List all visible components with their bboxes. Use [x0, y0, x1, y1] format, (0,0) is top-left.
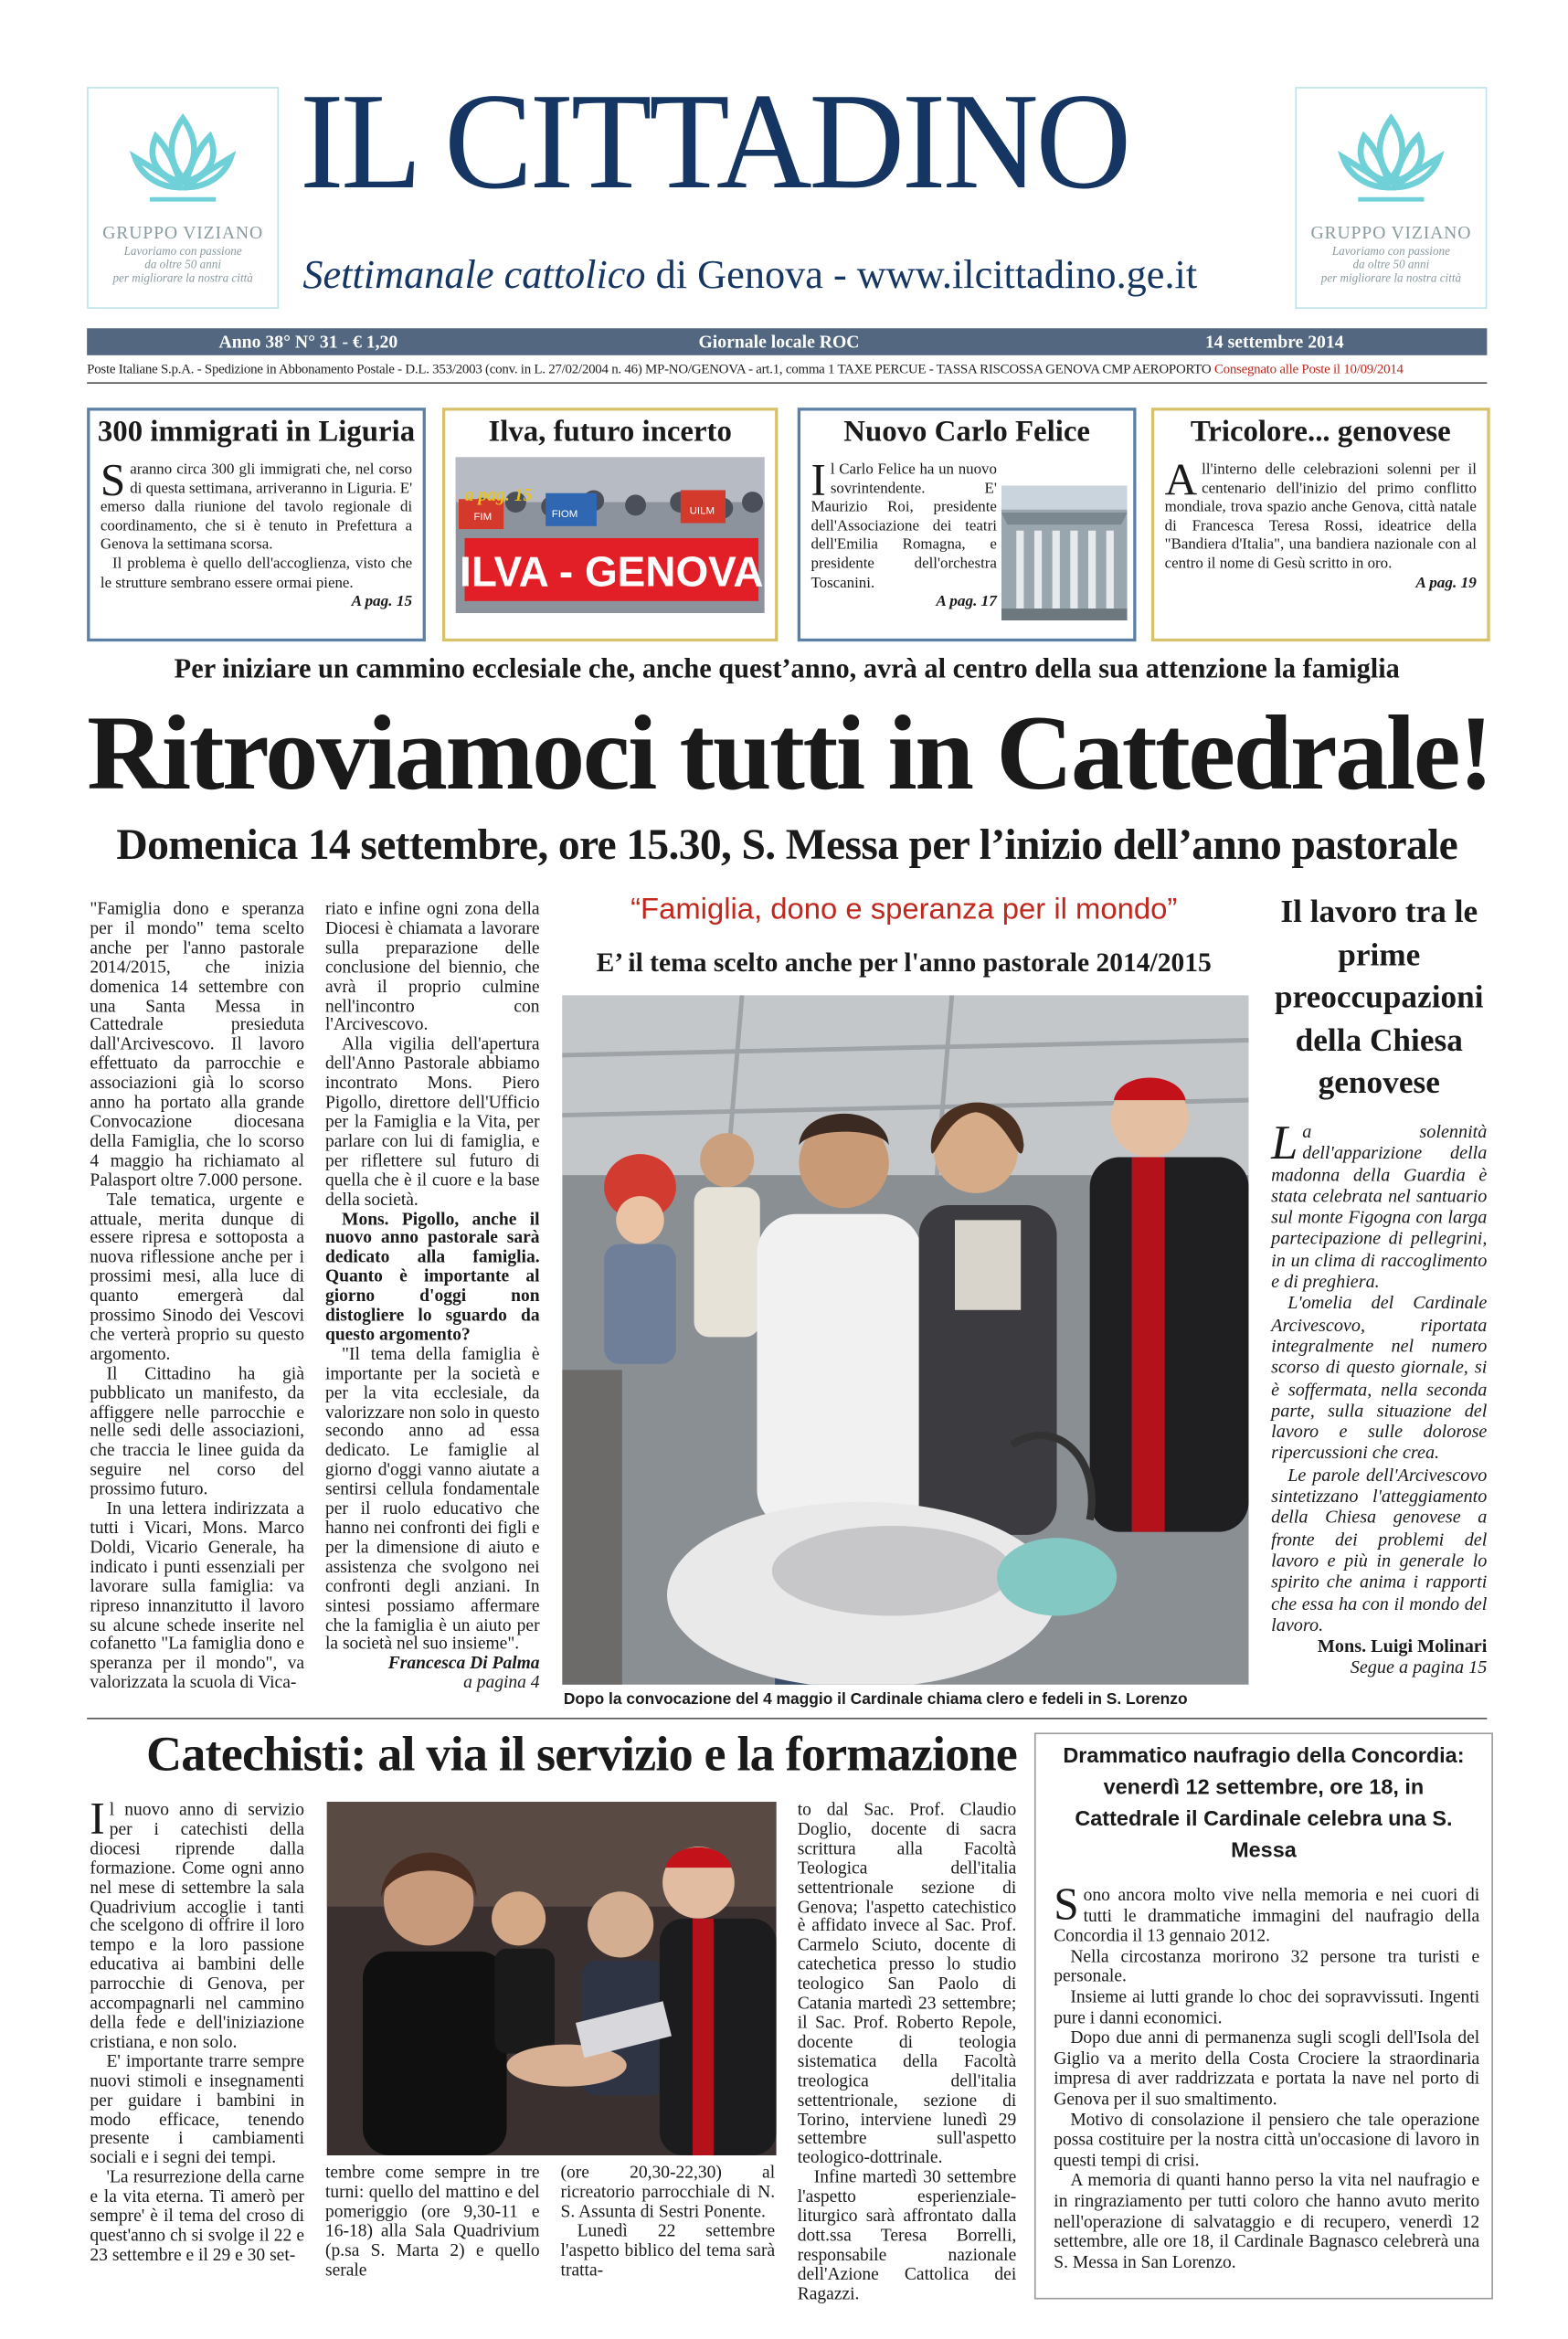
- paragraph: 'La resurrezione della carne e la vita eterna. Ti amerò per sempre' è il tema del croso di quest'anno ch si svolge il 22 e 23 settembre e il 29 e 30 set-: [90, 2165, 305, 2265]
- teaser-tricolore[interactable]: [1151, 407, 1490, 641]
- teaser-title: 300 immigrati in Liguria: [97, 415, 416, 449]
- paragraph: [90, 1794, 305, 2052]
- paragraph: Alla vigilia dell'apertura dell'Anno Pastorale abbiamo incontrato Mons. Piero Pigollo, direttore dell'Ufficio per la Famiglia e la Vita, per parlare con lui di famiglia, e per riflettere sul futuro di quella che è il cuore e la base della società.: [324, 1032, 540, 1210]
- continue-link[interactable]: a pagina 4: [463, 1671, 540, 1693]
- paragraph: [1054, 1879, 1480, 1947]
- issue-date: 14 settembre 2014: [1204, 331, 1344, 353]
- catechisti-headline: Catechisti: al via il servizio e la formazione: [146, 1728, 1018, 1783]
- paragraph: In una lettera indirizzata a tutti i Vicari, Mons. Marco Doldi, Vicario Generale, ha indicato i punti essenziali per lavorare sulla famiglia: va ripreso innanzitutto il lavoro su alcune schede inserite nel cofanetto "La famiglia dono e speranza per il mondo", va valorizzata la scuola di Vica-: [90, 1498, 305, 1693]
- teaser-text: l Carlo Felice ha un nuovo sovrintendente. E' Maurizio Roi, presidente dell'Associazione dei teatri dell'Emilia Romagna, e presidente dell'orchestra Toscanini.: [810, 461, 997, 592]
- theatre-photo: [1001, 486, 1128, 621]
- drop-cap: I: [90, 1794, 105, 1844]
- drop-cap: L: [1271, 1115, 1298, 1170]
- paragraph: Tale tematica, urgente e attuale, merita dunque di essere ripresa e sottoposta a nuova riflessione anche per i prossimi mesi, alla luce di quanto emergerà dal prossimo Sinodo dei Vescovi che verterà proprio su questo argomento.: [90, 1188, 305, 1364]
- paragraph: to dal Sac. Prof. Claudio Doglio, docente di sacra scrittura alla Facoltà Teologica dell'italia settentrionale sezione di Genova; l'aspetto catechistico è affidato invece al Sac. Prof. Carmelo Sciuto, docente di catechetica presso lo studio teologico San Paolo di Catania martedì 23 settembre; il Sac. Prof. Roberto Repole, docente di teologia sistematica della Facoltà treologica dell'italia settentrionale, sezione di Torino, interviene lunedì 29 settembre sull'aspetto teologico-dottrinale.: [797, 1798, 1017, 2168]
- paragraph: Dopo due anni di permanenza sugli scogli dell'Isola del Giglio va a merito della Costa Crociere la straordinaria impresa di aver raddrizzata e portata la nave nel porto di Genova per il suo smaltimento.: [1054, 2027, 1480, 2110]
- concordia-headline: Drammatico naufragio della Concordia: venerdì 12 settembre, ore 18, in Cattedrale il Cardinale celebra una S. Messa: [1063, 1744, 1465, 1864]
- flag-uilm: UILM: [689, 505, 715, 517]
- theatre-building-illustration: [1001, 486, 1128, 621]
- drop-cap: I: [810, 455, 826, 505]
- continue-link[interactable]: Segue a pagina 15: [1350, 1656, 1488, 1678]
- teaser-text-2: Il problema è quello dell'accoglienza, visto che le strutture sembrano essere ormai piene.: [100, 556, 413, 592]
- catechisti-col3-lower: [561, 2163, 776, 2279]
- catechisti-col1: [90, 1794, 305, 2265]
- teaser-title: Tricolore... genovese: [1190, 415, 1451, 449]
- paragraph: Lunedì 22 settembre l'aspetto biblico del tema sarà tratta-: [560, 2219, 776, 2280]
- paragraph: Infine martedì 30 settembre l'aspetto esperienziale-liturgico sarà affrontato dalla dott.ssa Teresa Borrelli, responsabile nazionale dell'Azione Cattolica dei Ragazzi.: [797, 2165, 1017, 2303]
- paragraph: E' importante trarre sempre nuovi stimoli e insegnamenti per guidare i bambini in modo efficace, tenendo presente i cambiamenti sociali e i segni dei tempi.: [90, 2049, 305, 2168]
- sponsor-tagline-3: per migliorare la nostra città: [1320, 270, 1462, 285]
- main-family-photo: [562, 995, 1248, 1685]
- teaser-carlo-felice[interactable]: [798, 407, 1137, 641]
- paragraph-text: l nuovo anno di servizio per i catechisti della diocesi riprende dalla formazione. Come ogni anno nel mese di settembre la sala Quadrivium accoglie i tanti che scelgono di offrire il loro tempo e la loro passione educativa ai bambini delle parrocchie di Genova, per accompagnarli nel cammino della fede e dell'iniziazione cristiana, e non solo.: [90, 1798, 305, 2052]
- teaser-title: Nuovo Carlo Felice: [843, 415, 1090, 449]
- subtitle-rest: di Genova - www.ilcittadino.ge.it: [645, 251, 1198, 297]
- interview-question: Mons. Pigollo, anche il nuovo anno pastorale sarà dedicato alla famiglia. Quanto è importante al giorno d'oggi non distogliere lo sguardo da questo argomento?: [324, 1207, 540, 1345]
- lavoro-article: [1271, 1115, 1488, 1678]
- flag-fim: FIM: [473, 512, 493, 524]
- lotus-icon: [123, 106, 243, 211]
- paragraph: riato e infine ogni zona della Diocesi è chiamata a lavorare sulla preparazione delle conclusione del biennio, che avrà il proprio culmine nell'incontro con l'Arcivescovo.: [324, 897, 540, 1035]
- paragraph: "Il tema della famiglia è importante per la società e per la vita ecclesiale, da valorizzare non solo in questo secondo anno ad essa dedicato. Le famiglie al giorno d'oggi vanno aiutate a sentirsi cellula fondamentale per il ruolo educativo che hanno nei confronti dei figli e per la dimensione di aiuto e assistenza che svolgono nei confronti degli anziani. In sintesi possiamo affermare che la famiglia è un aiuto per la società nel suo insieme".: [324, 1342, 540, 1655]
- article-famiglia-col1: [90, 899, 304, 1692]
- article-famiglia-col2: [325, 899, 540, 1692]
- paragraph: tembre come sempre in tre turni: quello del mattino e del pomeriggio (ore 9,30-11 e 16-18) alla Sala Quadrivium (p.sa S. Marta 2) e quello serale: [324, 2161, 540, 2280]
- teaser-body: [810, 455, 997, 612]
- ilva-protest-photo: [456, 457, 765, 613]
- teaser-page-ref[interactable]: A pag. 19: [1415, 575, 1477, 592]
- teaser-ilva[interactable]: [442, 407, 778, 641]
- catechisti-col4: [798, 1800, 1017, 2302]
- lotus-icon: [1331, 106, 1451, 211]
- masthead-subtitle: [302, 252, 1197, 299]
- main-subhead: Domenica 14 settembre, ore 15.30, S. Messa per l’inizio dell’anno pastorale: [116, 820, 1458, 870]
- paragraph: L'omelia del Cardinale Arcivescovo, riportata integralmente nel numero scorso di questo giornale, si è soffermata, nella seconda parte, sulla situazione del lavoro e sulle dolorose ripercussioni che crea.: [1271, 1292, 1488, 1464]
- concordia-box: [1034, 1732, 1493, 2299]
- sponsor-logo-left: [87, 87, 279, 309]
- paragraph: Nella circostanza morirono 32 persone tra turisti e personale.: [1054, 1945, 1480, 1987]
- author-byline: Mons. Luigi Molinari: [1317, 1635, 1488, 1656]
- catechists-cardinal-illustration: [327, 1802, 777, 2155]
- paragraph-text: a solennità dell'apparizione della madonna della Guardia è stata celebrata nel santuario sul monte Figogna con larga partecipazione di pellegrini, in un clima di raccoglimento e di preghiera.: [1271, 1121, 1488, 1293]
- sponsor-name: GRUPPO VIZIANO: [102, 221, 264, 243]
- paragraph: Il Cittadino ha già pubblicato un manifesto, da affiggere nelle parrocchie e nelle sedi delle associazioni, che traccia le linee guida da seguire nel corso del prossimo futuro.: [90, 1361, 305, 1499]
- teaser-text: aranno circa 300 gli immigrati che, nel corso di questa settimana, arriveranno in Liguria. E' emerso dalla riunione del tavolo regionale di coordinamento, che si è tenuto in Prefettura a Genova la settimana scorsa.: [100, 461, 413, 554]
- concordia-article: [1054, 1879, 1480, 2273]
- paragraph: Motivo di consolazione il pensiero che tale operazione possa costituire per la nostra città un'occasione di lavoro in questi tempi di crisi.: [1054, 2108, 1480, 2170]
- issue-info-bar: [87, 328, 1487, 355]
- author-byline: Francesca Di Palma: [387, 1652, 540, 1674]
- drop-cap: S: [100, 455, 126, 505]
- theme-subtitle: E’ il tema scelto anche per l'anno pastorale 2014/2015: [596, 947, 1212, 978]
- main-headline: Ritroviamoci tutti in Cattedrale!: [87, 695, 1492, 813]
- paragraph: "Famiglia dono e speranza per il mondo" tema scelto anche per l'anno pastorale 2014/2015, che inizia domenica 14 settembre con una Santa Messa in Cattedrale presieduta dall'Arcivescovo. Il lavoro effettuato da parrocchie e associazioni già lo scorso anno ha portato alla grande Convocazione diocesana della Famiglia, che lo scorso 4 maggio ha richiamato al Palasport oltre 7.000 persone.: [90, 897, 305, 1191]
- catechisti-col2: [325, 2163, 540, 2279]
- protest-crowd-illustration: [456, 457, 765, 613]
- teaser-body: [1154, 450, 1487, 594]
- postal-consegnato: Consegnato alle Poste il 10/09/2014: [1213, 361, 1404, 376]
- teaser-page-ref[interactable]: a pag. 15: [464, 483, 533, 505]
- divider: [87, 1718, 1487, 1720]
- sponsor-name: GRUPPO VIZIANO: [1310, 221, 1472, 243]
- teaser-page-ref[interactable]: A pag. 17: [936, 593, 997, 610]
- lavoro-headline: Il lavoro tra le prime preoccupazioni della Chiesa genovese: [1274, 893, 1484, 1101]
- family-cardinal-illustration: [562, 995, 1248, 1685]
- teaser-immigrati[interactable]: [87, 407, 426, 641]
- teaser-text: ll'interno delle celebrazioni solenni per il centenario dell'inizio del primo conflitto mondiale, trova spazio anche Genova, città natale di Francesca Teresa Rossi, ideatrice della "Bandiera d'Italia", una bandiera nazionale con al centro il nome di Gesù scritto in oro.: [1164, 461, 1477, 573]
- paragraph: Le parole dell'Arcivescovo sintetizzano l'atteggiamento della Chiesa genovese a fronte dei problemi del lavoro e più in generale lo spirito che anima i rapporti che essa ha con il mondo del lavoro.: [1271, 1464, 1488, 1635]
- masthead-title: IL CITTADINO: [300, 64, 1128, 217]
- drop-cap: S: [1054, 1879, 1079, 1930]
- drop-cap: A: [1164, 455, 1198, 505]
- roc-label: Giornale locale ROC: [698, 331, 860, 353]
- teaser-title: Ilva, futuro incerto: [488, 415, 732, 449]
- divider: [87, 382, 1487, 384]
- sponsor-logo-right: [1295, 87, 1487, 309]
- issue-number: Anno 38° N° 31 - € 1,20: [218, 331, 398, 353]
- sponsor-tagline-3: per migliorare la nostra città: [112, 270, 253, 285]
- paragraph: (ore 20,30-22,30) al ricreatorio parrocchiale di N. S. Assunta di Sestri Ponente.: [560, 2161, 776, 2221]
- sponsor-tagline-1: Lavoriamo con passione: [1331, 244, 1450, 259]
- sponsor-tagline-1: Lavoriamo con passione: [123, 244, 242, 259]
- paragraph: Insieme ai lutti grande lo choc dei sopravvissuti. Ingenti pure i danni economici.: [1054, 1985, 1480, 2027]
- paragraph: [1271, 1115, 1488, 1293]
- postal-notice: [87, 361, 1487, 376]
- teaser-body: [90, 450, 422, 612]
- catechisti-photo: [327, 1802, 777, 2155]
- flag-fiom: FIOM: [551, 508, 578, 520]
- sponsor-tagline-2: da oltre 50 anni: [1352, 258, 1430, 271]
- sponsor-tagline-2: da oltre 50 anni: [144, 258, 221, 271]
- photo-caption: Dopo la convocazione del 4 maggio il Cardinale chiama clero e fedeli in S. Lorenzo: [563, 1690, 1188, 1709]
- subtitle-italic: Settimanale cattolico: [302, 251, 646, 297]
- main-kicker: Per iniziare un cammino ecclesiale che, anche quest’anno, avrà al centro della sua attenzione la famiglia: [174, 654, 1400, 685]
- paragraph: A memoria di quanti hanno perso la vita nel naufragio e in ringraziamento per tutti coloro che hanno avuto merito nell'operazione di salvataggio e di recupero, venerdì 12 settembre, alle ore 18, il Cardinale Bagnasco celebrerà una S. Messa in San Lorenzo.: [1054, 2169, 1480, 2272]
- postal-text: Poste Italiane S.p.A. - Spedizione in Abbonamento Postale - D.L. 353/2003 (conv. in L. 27/02/2004 n. 46) MP-NO/GENOVA - art.1, comma 1 TAXE PERCUE - TASSA RISCOSSA GENOVA CMP AEROPORTO: [87, 361, 1212, 376]
- paragraph-text: ono ancora molto vive nella memoria e nei cuori di tutti le drammatiche immagini del naufragio della Concordia il 13 gennaio 2012.: [1054, 1884, 1480, 1946]
- ilva-banner-text: ILVA - GENOVA: [460, 547, 764, 596]
- theme-quote: “Famiglia, dono e speranza per il mondo”: [630, 893, 1178, 926]
- teaser-page-ref[interactable]: A pag. 15: [351, 593, 413, 610]
